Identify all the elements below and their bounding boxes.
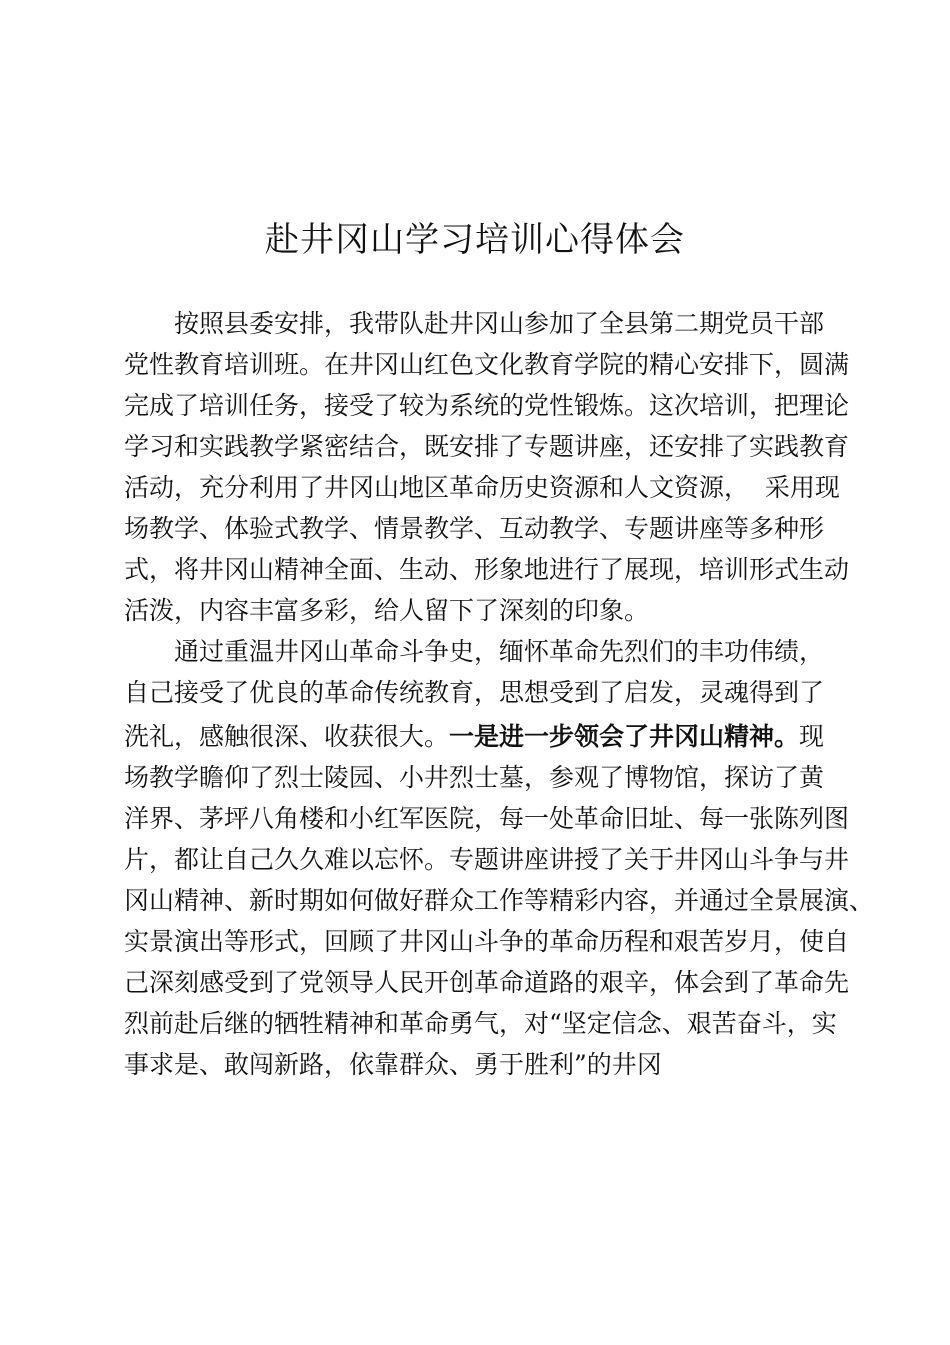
line-text: 洗礼，感触很深、收获很大。 — [124, 722, 450, 751]
paragraph-line: 场教学、体验式教学、情景教学、互动教学、专题讲座等多种形 — [124, 514, 825, 543]
paragraph-2 — [124, 631, 875, 1085]
paragraph-line: 式，将井冈山精神全面、生动、形象地进行了展现，培训形式生动 — [124, 555, 850, 584]
paragraph-line: 按照县委安排，我带队赴井冈山参加了全县第二期党员干部 — [174, 309, 825, 338]
line-text: 现 — [799, 722, 825, 751]
paragraph-line: 场教学瞻仰了烈士陵园、小井烈士墓，参观了博物馆，探访了黄 — [124, 763, 825, 792]
paragraph-line: 活动，充分利用了井冈山地区革命历史资源和人文资源， 采用现 — [124, 473, 840, 502]
paragraph-line: 事求是、敢闯新路，依靠群众、勇于胜利”的井冈 — [124, 1050, 662, 1079]
paragraph-line: 通过重温井冈山革命斗争史，缅怀革命先烈们的丰功伟绩， — [174, 637, 825, 666]
paragraph-line: 党性教育培训班。在井冈山红色文化教育学院的精心安排下，圆满 — [124, 350, 850, 379]
paragraph-line: 片，都让自己久久难以忘怀。专题讲座讲授了关于井冈山斗争与井 — [124, 845, 850, 874]
paragraph-line-mixed — [124, 716, 864, 757]
paragraph-line: 实景演出等形式，回顾了井冈山斗争的革命历程和艰苦岁月，使自 — [124, 927, 850, 956]
paragraph-line: 冈山精神、新时期如何做好群众工作等精彩内容，并通过全景展演、 — [124, 886, 875, 915]
paragraph-line: 烈前赴后继的牺牲精神和革命勇气，对“坚定信念、艰苦奋斗，实 — [124, 1009, 837, 1038]
document-body — [124, 303, 875, 1085]
paragraph-line: 洋界、茅坪八角楼和小红军医院，每一处革命旧址、每一张陈列图 — [124, 804, 850, 833]
paragraph-line: 自己接受了优良的革命传统教育，思想受到了启发，灵魂得到了 — [124, 678, 825, 707]
paragraph-line: 完成了培训任务，接受了较为系统的党性锻炼。这次培训，把理论 — [124, 391, 850, 420]
key-point-heading: 一是进一步领会了井冈山精神。 — [449, 722, 800, 751]
paragraph-1 — [124, 303, 864, 631]
paragraph-line: 学习和实践教学紧密结合，既安排了专题讲座，还安排了实践教育 — [124, 432, 850, 461]
paragraph-line: 活泼，内容丰富多彩，给人留下了深刻的印象。 — [124, 596, 650, 625]
document-title: 赴井冈山学习培训心得体会 — [265, 220, 685, 260]
paragraph-line: 己深刻感受到了党领导人民开创革命道路的艰辛，体会到了革命先 — [124, 968, 850, 997]
